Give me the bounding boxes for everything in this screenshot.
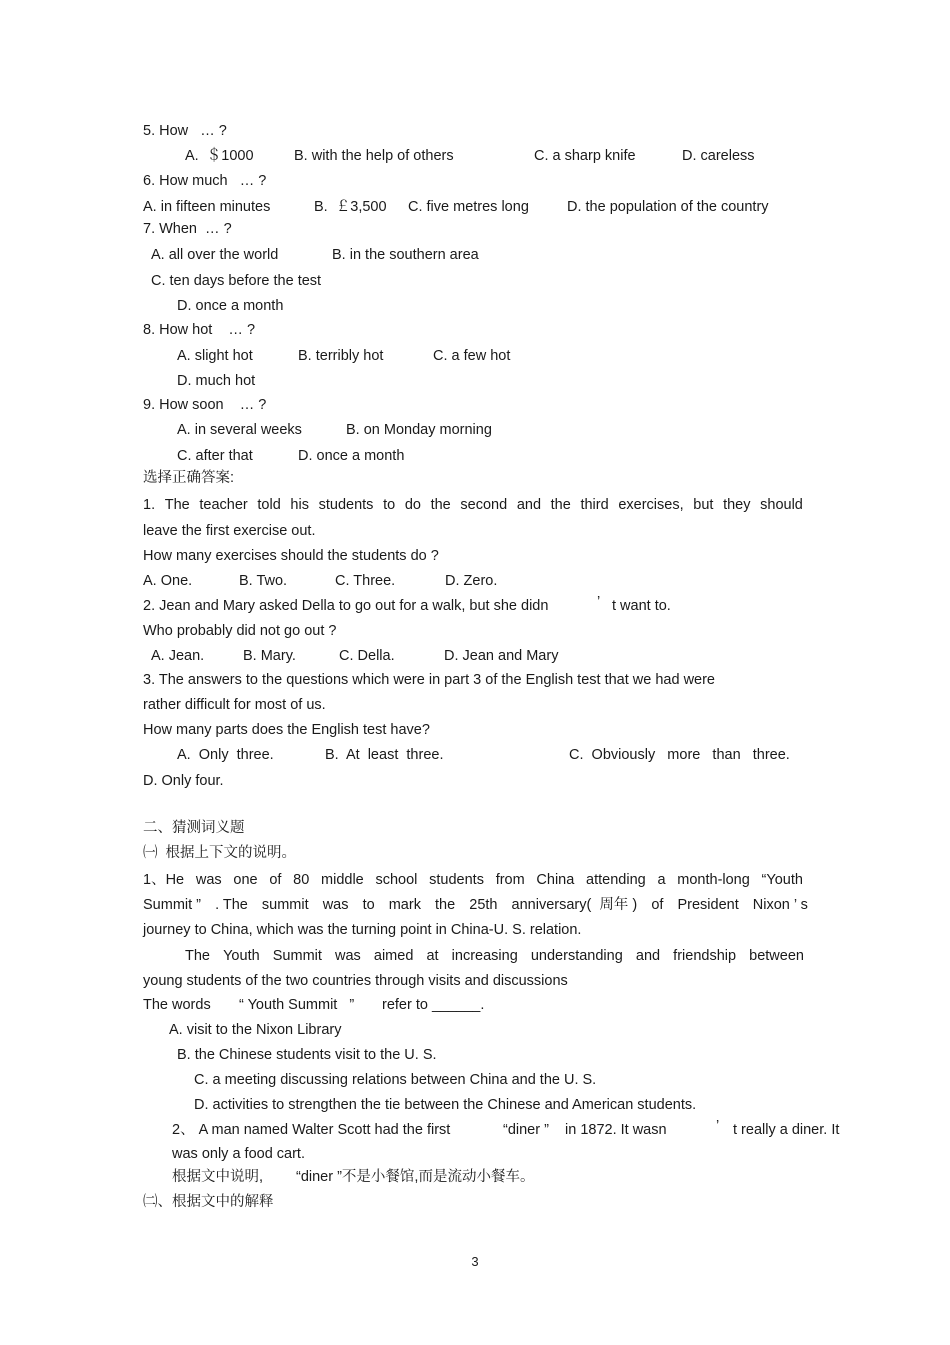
q9-stem: 9. How soon … ?: [143, 397, 267, 413]
c2-option-d: D. Jean and Mary: [444, 648, 559, 664]
s2-option-b: B. the Chinese students visit to the U. S.: [177, 1047, 437, 1063]
word: the: [550, 497, 571, 513]
c3-option-a: A. Only three.: [177, 747, 274, 763]
c2-option-c: C. Della.: [339, 648, 395, 664]
word: understanding: [530, 948, 623, 964]
c2-line1a: 2. Jean and Mary asked Della to go out for a walk, but she didn: [143, 598, 549, 614]
word: teacher: [199, 497, 248, 513]
word: summit: [261, 897, 309, 913]
page-number: 3: [471, 1254, 479, 1269]
q-words: The words: [143, 997, 211, 1013]
c1-line1: [143, 496, 803, 514]
q5-option-a: A. ＄1000: [185, 148, 254, 164]
q9-option-d: D. once a month: [298, 448, 405, 464]
q8-option-d: D. much hot: [177, 373, 256, 389]
word: friendship: [673, 948, 737, 964]
c2-line1c: t want to.: [612, 598, 671, 614]
q9-option-b: B. on Monday morning: [346, 422, 492, 438]
q7-option-a: A. all over the world: [151, 247, 279, 263]
q8-stem: 8. How hot … ?: [143, 322, 256, 338]
s2-option-a: A. visit to the Nixon Library: [169, 1022, 342, 1038]
word: students: [318, 497, 374, 513]
q-refer: refer to ______.: [382, 997, 485, 1013]
c2-apostrophe: ’: [597, 594, 601, 610]
q-quote: “ Youth Summit ”: [239, 997, 355, 1013]
word: The: [185, 948, 210, 964]
c1-question: How many exercises should the students do ?: [143, 548, 439, 564]
p3-cn-b: “diner ”不是小餐馆,而是流动小餐车。: [296, 1169, 535, 1185]
c3-line1: 3. The answers to the questions which were in part 3 of the English test that we had were: [143, 672, 715, 688]
p1-line1: [143, 871, 803, 889]
word: “Youth: [761, 872, 803, 888]
q7-option-d: D. once a month: [177, 298, 284, 314]
word: told: [257, 497, 281, 513]
word: his: [290, 497, 309, 513]
word: the: [435, 897, 456, 913]
word: school: [375, 872, 418, 888]
c2-option-b: B. Mary.: [243, 648, 296, 664]
word: President: [677, 897, 739, 913]
word: was: [195, 872, 222, 888]
word: do: [404, 497, 421, 513]
q9-option-c: C. after that: [177, 448, 253, 464]
word: Nixon ’ s: [752, 897, 808, 913]
p2-line1: [185, 947, 804, 965]
word: increasing: [451, 948, 518, 964]
word: 25th: [469, 897, 498, 913]
p3-part-c: in 1872. It wasn: [565, 1122, 667, 1138]
q5-option-d: D. careless: [682, 148, 755, 164]
choose-heading: 选择正确答案:: [143, 470, 235, 486]
p1-line2: [143, 896, 808, 914]
q8-option-c: C. a few hot: [433, 348, 511, 364]
word: to: [362, 897, 375, 913]
word: Summit ”: [143, 897, 201, 913]
q6-option-b: B. ￡3,500: [314, 199, 387, 215]
p2-line2: young students of the two countries through visits and discussions: [143, 973, 568, 989]
p3-part-e: t really a diner. It: [733, 1122, 840, 1138]
c2-question: Who probably did not go out ?: [143, 623, 337, 639]
word: exercises,: [618, 497, 684, 513]
section2-sub2: ㈡、根据文中的解释: [143, 1194, 274, 1210]
word: 1、He: [143, 872, 185, 888]
p3-apostrophe: ’: [716, 1118, 720, 1134]
q6-option-c: C. five metres long: [408, 199, 529, 215]
word: attending: [586, 872, 646, 888]
word: was: [322, 897, 349, 913]
word: but: [693, 497, 714, 513]
word: and: [516, 497, 542, 513]
q5-option-c: C. a sharp knife: [534, 148, 636, 164]
q5-option-b: B. with the help of others: [294, 148, 454, 164]
word: 80: [293, 872, 310, 888]
word: of: [269, 872, 282, 888]
word: one: [233, 872, 258, 888]
s2-option-c: C. a meeting discussing relations between China and the U. S.: [194, 1072, 597, 1088]
word: Summit: [272, 948, 322, 964]
c3-option-c: C. Obviously more than three.: [569, 747, 790, 763]
c1-line2: leave the first exercise out.: [143, 523, 316, 539]
word: of: [651, 897, 664, 913]
word: middle: [321, 872, 364, 888]
word: and: [635, 948, 661, 964]
c1-option-d: D. Zero.: [445, 573, 498, 589]
c3-line2: rather difficult for most of us.: [143, 697, 326, 713]
c1-option-a: A. One.: [143, 573, 193, 589]
q6-stem: 6. How much … ?: [143, 173, 267, 189]
q7-option-b: B. in the southern area: [332, 247, 479, 263]
c1-option-b: B. Two.: [239, 573, 288, 589]
word: aimed: [373, 948, 414, 964]
q5-stem: 5. How … ?: [143, 123, 227, 139]
word: month-long: [677, 872, 750, 888]
word: the: [430, 497, 451, 513]
c3-option-d: D. Only four.: [143, 773, 224, 789]
word: a: [657, 872, 666, 888]
word: 1.: [143, 497, 156, 513]
q7-option-c: C. ten days before the test: [151, 273, 322, 289]
p3-part-b: “diner ”: [503, 1122, 549, 1138]
word: Youth: [223, 948, 260, 964]
word: should: [760, 497, 803, 513]
q8-option-b: B. terribly hot: [298, 348, 384, 364]
c1-option-c: C. Three.: [335, 573, 396, 589]
s2-option-d: D. activities to strengthen the tie between the Chinese and American students.: [194, 1097, 697, 1113]
word: . The: [215, 897, 248, 913]
q7-stem: 7. When … ?: [143, 221, 232, 237]
word: third: [580, 497, 609, 513]
p1-line3: journey to China, which was the turning point in China-U. S. relation.: [143, 922, 582, 938]
c3-question: How many parts does the English test have?: [143, 722, 430, 738]
word: they: [723, 497, 751, 513]
word: mark: [388, 897, 421, 913]
c2-option-a: A. Jean.: [151, 648, 205, 664]
q6-option-a: A. in fifteen minutes: [143, 199, 271, 215]
word: students: [429, 872, 484, 888]
p3-part-a: 2、 A man named Walter Scott had the first: [172, 1122, 451, 1138]
word: second: [460, 497, 508, 513]
word: between: [749, 948, 804, 964]
q9-option-a: A. in several weeks: [177, 422, 302, 438]
word: was: [335, 948, 361, 964]
p3-cn-a: 根据文中说明,: [172, 1169, 264, 1185]
word: from: [495, 872, 525, 888]
word: The: [164, 497, 190, 513]
section2-sub1: ㈠ 根据上下文的说明。: [143, 845, 297, 861]
q6-option-d: D. the population of the country: [567, 199, 769, 215]
word: China: [536, 872, 575, 888]
c3-option-b: B. At least three.: [325, 747, 444, 763]
word: anniversary( 周年 ): [511, 897, 638, 913]
p3-line2: was only a food cart.: [172, 1146, 305, 1162]
word: to: [383, 497, 396, 513]
section2-title: 二、猜测词义题: [143, 820, 245, 836]
word: at: [426, 948, 439, 964]
q8-option-a: A. slight hot: [177, 348, 253, 364]
